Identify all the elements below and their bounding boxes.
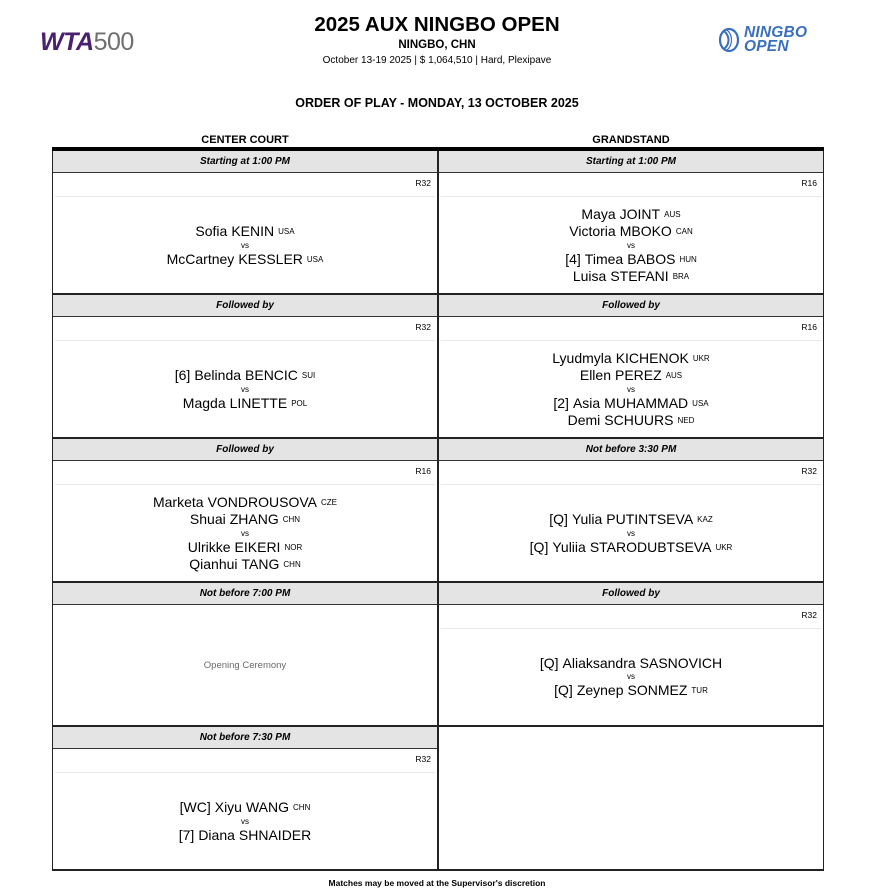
ceremony-label: Opening Ceremony: [203, 659, 287, 671]
versus-label: vs: [241, 384, 249, 394]
match-section: [52, 439, 438, 583]
player-first-name: Xiyu: [214, 799, 242, 815]
footer-note: Matches may be moved at the Supervisor's discretion: [328, 878, 546, 888]
versus-label: vs: [627, 384, 635, 394]
grandstand-column: [438, 151, 824, 871]
round-label: R16: [801, 178, 817, 188]
match-block: [439, 629, 823, 725]
player-seed: [Q]: [549, 510, 568, 527]
player-nationality: SUI: [301, 370, 316, 380]
player-nationality: USA: [278, 226, 295, 236]
player-name: [549, 511, 712, 528]
player-name: [179, 827, 312, 843]
versus-label: vs: [627, 672, 635, 681]
section-time-heading: Followed by: [439, 295, 823, 317]
player-nationality: UKR: [692, 353, 710, 363]
player-name: [573, 268, 689, 285]
tournament-title: 2025 AUX NINGBO OPEN: [314, 13, 560, 36]
player-seed: [Q]: [529, 538, 549, 555]
round-label: R32: [415, 754, 431, 764]
match-section: [438, 727, 824, 871]
player-last-name: KESSLER: [238, 250, 303, 267]
match-section: [52, 727, 438, 871]
player-last-name: SCHUURS: [604, 411, 674, 428]
order-of-play-heading: ORDER OF PLAY - MONDAY, 13 OCTOBER 2025: [295, 96, 579, 110]
player-name: [153, 494, 337, 511]
player-first-name: Yuliia: [552, 538, 586, 555]
player-nationality: NED: [677, 415, 695, 425]
match-block: [439, 197, 823, 293]
match-section: [52, 295, 438, 439]
player-name: [569, 223, 692, 240]
round-label: R16: [415, 466, 431, 476]
versus-label: vs: [627, 528, 635, 538]
player-first-name: Qianhui: [189, 555, 238, 572]
player-last-name: PUTINTSEVA: [606, 510, 694, 527]
player-first-name: Lyudmyla: [552, 349, 612, 366]
player-name: [180, 799, 311, 816]
player-name: [554, 682, 708, 699]
player-last-name: SONMEZ: [627, 682, 688, 698]
player-first-name: Aliaksandra: [562, 655, 636, 671]
player-seed: [Q]: [539, 655, 559, 671]
player-first-name: Ellen: [579, 366, 611, 383]
player-name: [195, 223, 294, 240]
player-name: [552, 350, 709, 367]
player-nationality: CZE: [321, 497, 337, 507]
player-first-name: Yulia: [571, 510, 603, 527]
player-nationality: NOR: [284, 542, 303, 552]
match-section: [52, 151, 438, 295]
player-first-name: Shuai: [189, 510, 226, 527]
player-nationality: KAZ: [697, 514, 713, 524]
player-nationality: BRA: [672, 271, 690, 281]
section-time-heading: Starting at 1:00 PM: [439, 151, 823, 173]
ningbo-logo-line1: NINGBO: [744, 24, 808, 41]
player-name: [553, 395, 708, 412]
player-name: [188, 539, 302, 556]
player-last-name: BABOS: [627, 250, 676, 267]
player-nationality: USA: [692, 398, 709, 408]
section-time-heading: Not before 7:00 PM: [53, 583, 437, 605]
versus-label: vs: [241, 817, 249, 826]
player-name: [540, 655, 722, 671]
player-first-name: Victoria: [569, 222, 616, 239]
player-nationality: POL: [291, 398, 308, 408]
player-seed: [Q]: [554, 682, 573, 698]
match-block: [53, 773, 437, 869]
player-first-name: Sofia: [195, 222, 228, 239]
round-label: R32: [415, 322, 431, 332]
player-last-name: MUHAMMAD: [604, 394, 689, 411]
section-time-heading: Followed by: [439, 583, 823, 605]
tournament-location: NINGBO, CHN: [398, 39, 476, 51]
player-name: [175, 367, 316, 384]
player-first-name: Maya: [581, 205, 616, 222]
player-last-name: STARODUBTSEVA: [589, 538, 712, 555]
player-nationality: CHN: [293, 803, 311, 812]
player-last-name: KICHENOK: [615, 349, 689, 366]
section-time-heading: Not before 3:30 PM: [439, 439, 823, 461]
court-heading-grandstand: GRANDSTAND: [592, 134, 670, 146]
player-name: [565, 251, 697, 268]
section-time-heading: Starting at 1:00 PM: [53, 151, 437, 173]
player-last-name: JOINT: [619, 205, 661, 222]
player-last-name: TANG: [241, 555, 280, 572]
player-name: [580, 367, 682, 384]
player-last-name: SHNAIDER: [238, 827, 312, 843]
player-nationality: CHN: [282, 514, 301, 524]
player-seed: [7]: [178, 827, 195, 843]
player-name: [581, 206, 680, 223]
player-last-name: BENCIC: [245, 366, 298, 383]
player-nationality: USA: [306, 254, 324, 264]
player-first-name: Zeynep: [576, 682, 624, 698]
player-last-name: EIKERI: [234, 538, 281, 555]
match-section: [438, 583, 824, 727]
wta-logo-text: WTA: [40, 28, 94, 56]
match-block: [53, 197, 437, 293]
match-block: [53, 341, 437, 437]
court-heading-center-court: CENTER COURT: [201, 134, 289, 146]
player-first-name: Marketa: [152, 493, 204, 510]
player-first-name: Ulrikke: [187, 538, 231, 555]
tournament-details: October 13-19 2025 | $ 1,064,510 | Hard, Plexipave: [322, 55, 552, 66]
section-time-heading: Not before 7:30 PM: [53, 727, 437, 749]
section-time-heading: Followed by: [53, 439, 437, 461]
match-section: [438, 295, 824, 439]
match-block: [439, 341, 823, 437]
player-first-name: Demi: [567, 411, 601, 428]
player-nationality: TUR: [691, 686, 708, 695]
section-time-heading: Followed by: [53, 295, 437, 317]
player-first-name: Magda: [182, 394, 226, 411]
center-court-column: [52, 151, 438, 871]
player-seed: [6]: [174, 366, 191, 383]
player-nationality: CHN: [283, 559, 301, 569]
player-name: [189, 556, 300, 573]
player-name: [568, 412, 695, 429]
round-label: R32: [801, 610, 817, 620]
wta-tier-text: 500: [93, 28, 134, 56]
round-label: R16: [801, 322, 817, 332]
player-last-name: ZHANG: [229, 510, 279, 527]
match-section: [52, 583, 438, 727]
player-nationality: AUS: [665, 370, 683, 380]
player-last-name: MBOKO: [619, 222, 672, 239]
round-label: R32: [801, 466, 817, 476]
ningbo-logo-line2: OPEN: [744, 38, 789, 55]
player-first-name: Diana: [198, 827, 235, 843]
player-last-name: STEFANI: [610, 267, 669, 284]
versus-label: vs: [241, 240, 249, 250]
player-last-name: VONDROUSOVA: [207, 493, 317, 510]
player-last-name: SASNOVICH: [639, 655, 723, 671]
versus-label: vs: [627, 240, 635, 250]
player-first-name: Belinda: [194, 366, 242, 383]
round-label: R32: [415, 178, 431, 188]
match-section: [438, 439, 824, 583]
player-nationality: AUS: [664, 209, 681, 219]
player-nationality: UKR: [715, 542, 733, 552]
player-last-name: WANG: [245, 799, 290, 815]
player-first-name: McCartney: [166, 250, 235, 267]
player-nationality: CAN: [675, 226, 693, 236]
match-section: [438, 151, 824, 295]
player-seed: [4]: [565, 250, 581, 267]
player-first-name: Luisa: [572, 267, 607, 284]
player-last-name: LINETTE: [229, 394, 288, 411]
player-name: [190, 511, 300, 528]
player-name: [183, 395, 307, 412]
player-nationality: HUN: [679, 254, 697, 264]
player-first-name: Timea: [584, 250, 624, 267]
versus-label: vs: [241, 528, 249, 538]
player-first-name: Asia: [572, 394, 601, 411]
player-seed: [2]: [553, 394, 569, 411]
match-block: [439, 485, 823, 581]
player-last-name: KENIN: [231, 222, 275, 239]
player-seed: [WC]: [179, 799, 211, 815]
player-name: [167, 251, 324, 268]
player-last-name: PEREZ: [615, 366, 662, 383]
player-name: [530, 539, 733, 556]
match-block: [53, 485, 437, 581]
